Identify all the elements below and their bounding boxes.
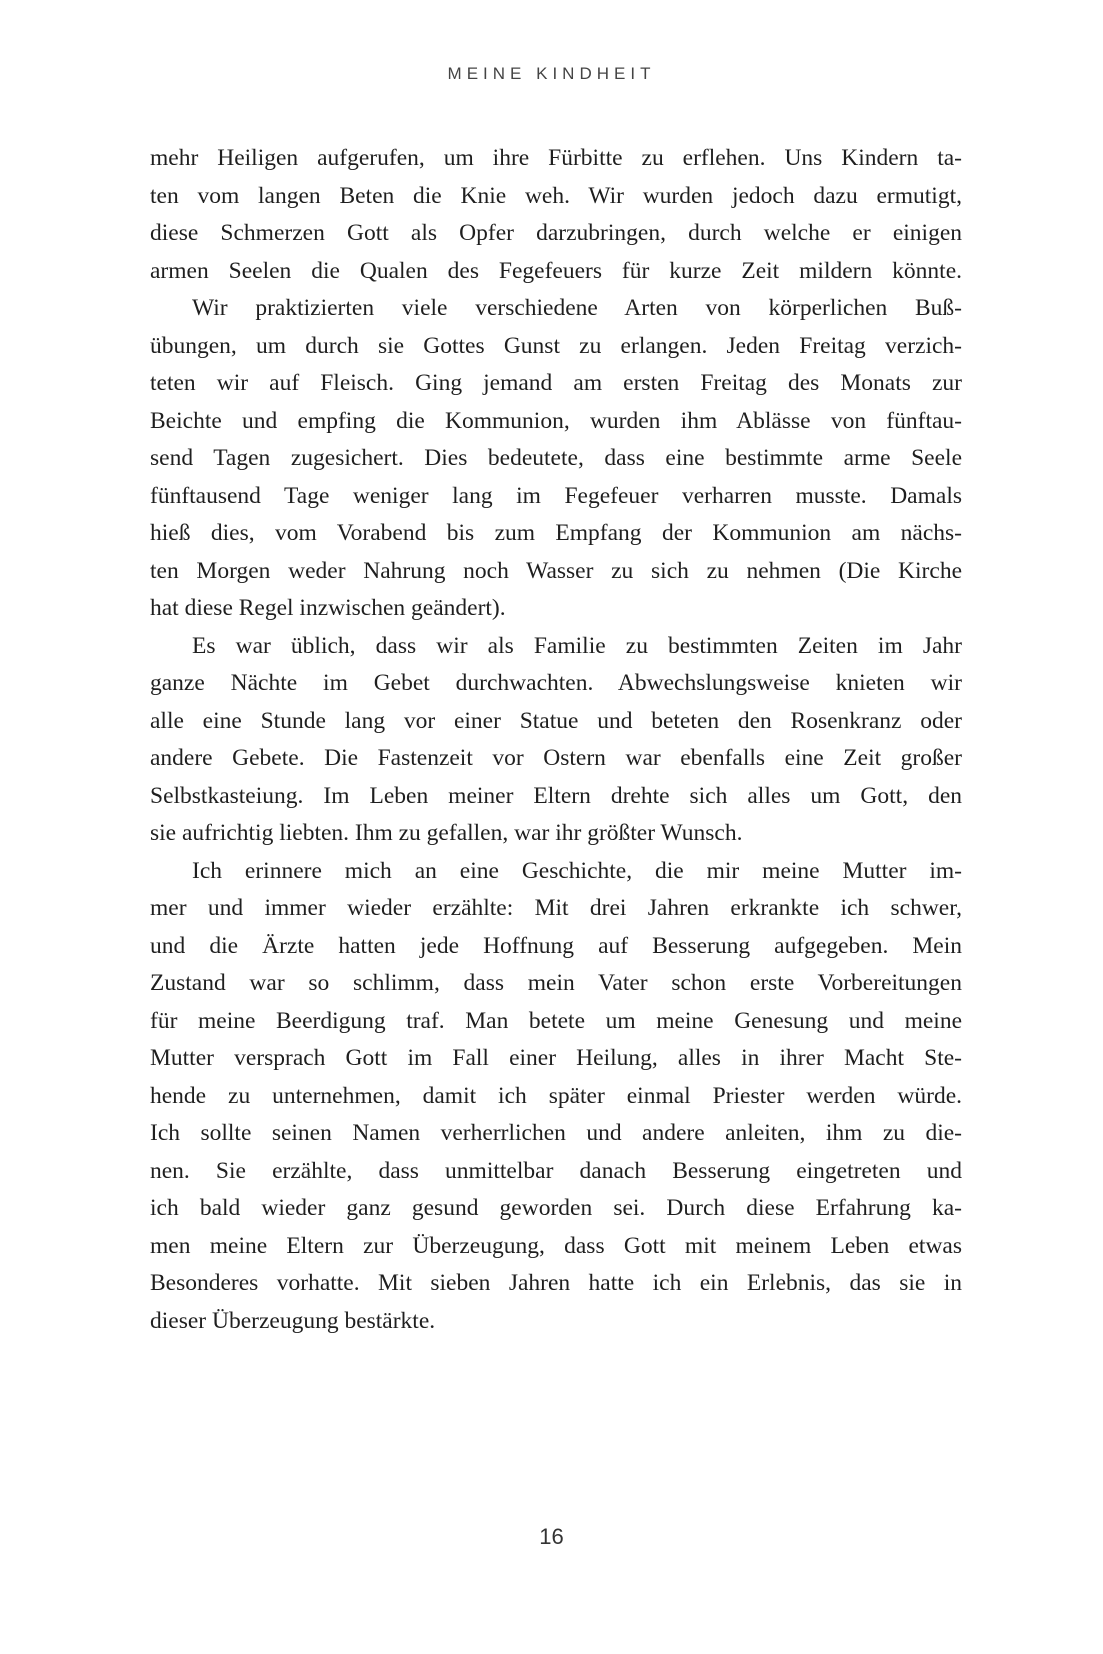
text-line: men meine Eltern zur Überzeugung, dass Gott mit meinem Leben etwas (150, 1232, 962, 1259)
text-line: und die Ärzte hatten jede Hoffnung auf Besserung aufgegeben. Mein (150, 932, 962, 959)
paragraph-last-line: hat diese Regel inzwischen geändert). (150, 595, 506, 621)
paragraph-first-line: Ich erinnere mich an eine Geschichte, die mir meine Mutter im- (192, 857, 962, 884)
text-line: hende zu unternehmen, damit ich später einmal Priester werden würde. (150, 1082, 962, 1109)
text-line: diese Schmerzen Gott als Opfer darzubringen, durch welche er einigen (150, 220, 962, 246)
text-line: mer und immer wieder erzählte: Mit drei Jahren erkrankte ich schwer, (150, 895, 962, 921)
text-line: andere Gebete. Die Fastenzeit vor Ostern war ebenfalls eine Zeit großer (150, 745, 962, 771)
text-line: fünftausend Tage weniger lang im Fegefeuer verharren musste. Damals (150, 482, 962, 509)
text-line: Zustand war so schlimm, dass mein Vater schon erste Vorbereitungen (150, 970, 962, 996)
text-line: übungen, um durch sie Gottes Gunst zu erlangen. Jeden Freitag verzich- (150, 332, 962, 359)
text-line: teten wir auf Fleisch. Ging jemand am ersten Freitag des Monats zur (150, 370, 962, 396)
paragraph-first-line: Es war üblich, dass wir als Familie zu bestimmten Zeiten im Jahr (192, 632, 962, 659)
paragraph-last-line: sie aufrichtig liebten. Ihm zu gefallen, war ihr größter Wunsch. (150, 820, 743, 846)
text-line: Selbstkasteiung. Im Leben meiner Eltern drehte sich alles um Gott, den (150, 782, 962, 809)
page-number: 16 (539, 1524, 564, 1549)
text-line: Beichte und empfing die Kommunion, wurden ihm Ablässe von fünftau- (150, 407, 962, 434)
paragraph-last-line: dieser Überzeugung bestärkte. (150, 1307, 436, 1334)
text-line: Besonderes vorhatte. Mit sieben Jahren hatte ich ein Erlebnis, das sie in (150, 1270, 962, 1296)
text-line: hieß dies, vom Vorabend bis zum Empfang der Kommunion am nächs- (150, 520, 962, 546)
text-line: ten vom langen Beten die Knie weh. Wir wurden jedoch dazu ermutigt, (150, 182, 962, 209)
text-line: mehr Heiligen aufgerufen, um ihre Fürbitte zu erflehen. Uns Kindern ta- (150, 145, 962, 171)
text-line: für meine Beerdigung traf. Man betete um meine Genesung und meine (150, 1007, 962, 1034)
text-line: Mutter versprach Gott im Fall einer Heilung, alles in ihrer Macht Ste- (150, 1045, 962, 1071)
text-line: ganze Nächte im Gebet durchwachten. Abwechslungsweise knieten wir (150, 670, 962, 696)
text-line: alle eine Stunde lang vor einer Statue und beteten den Rosenkranz oder (150, 707, 962, 734)
text-line: ich bald wieder ganz gesund geworden sei. Durch diese Erfahrung ka- (150, 1195, 962, 1221)
text-line: send Tagen zugesichert. Dies bedeutete, dass eine bestimmte arme Seele (150, 445, 962, 471)
text-line: nen. Sie erzählte, dass unmittelbar danach Besserung eingetreten und (150, 1157, 962, 1184)
paragraph-first-line: Wir praktizierten viele verschiedene Arten von körperlichen Buß- (192, 295, 962, 321)
running-head: MEINE KINDHEIT (447, 64, 656, 83)
body-text (150, 140, 962, 1340)
text-line: Ich sollte seinen Namen verherrlichen und andere anleiten, ihm zu die- (150, 1120, 962, 1146)
text-line: ten Morgen weder Nahrung noch Wasser zu sich zu nehmen (Die Kirche (150, 557, 962, 584)
text-line: armen Seelen die Qualen des Fegefeuers für kurze Zeit mildern könnte. (150, 257, 962, 284)
